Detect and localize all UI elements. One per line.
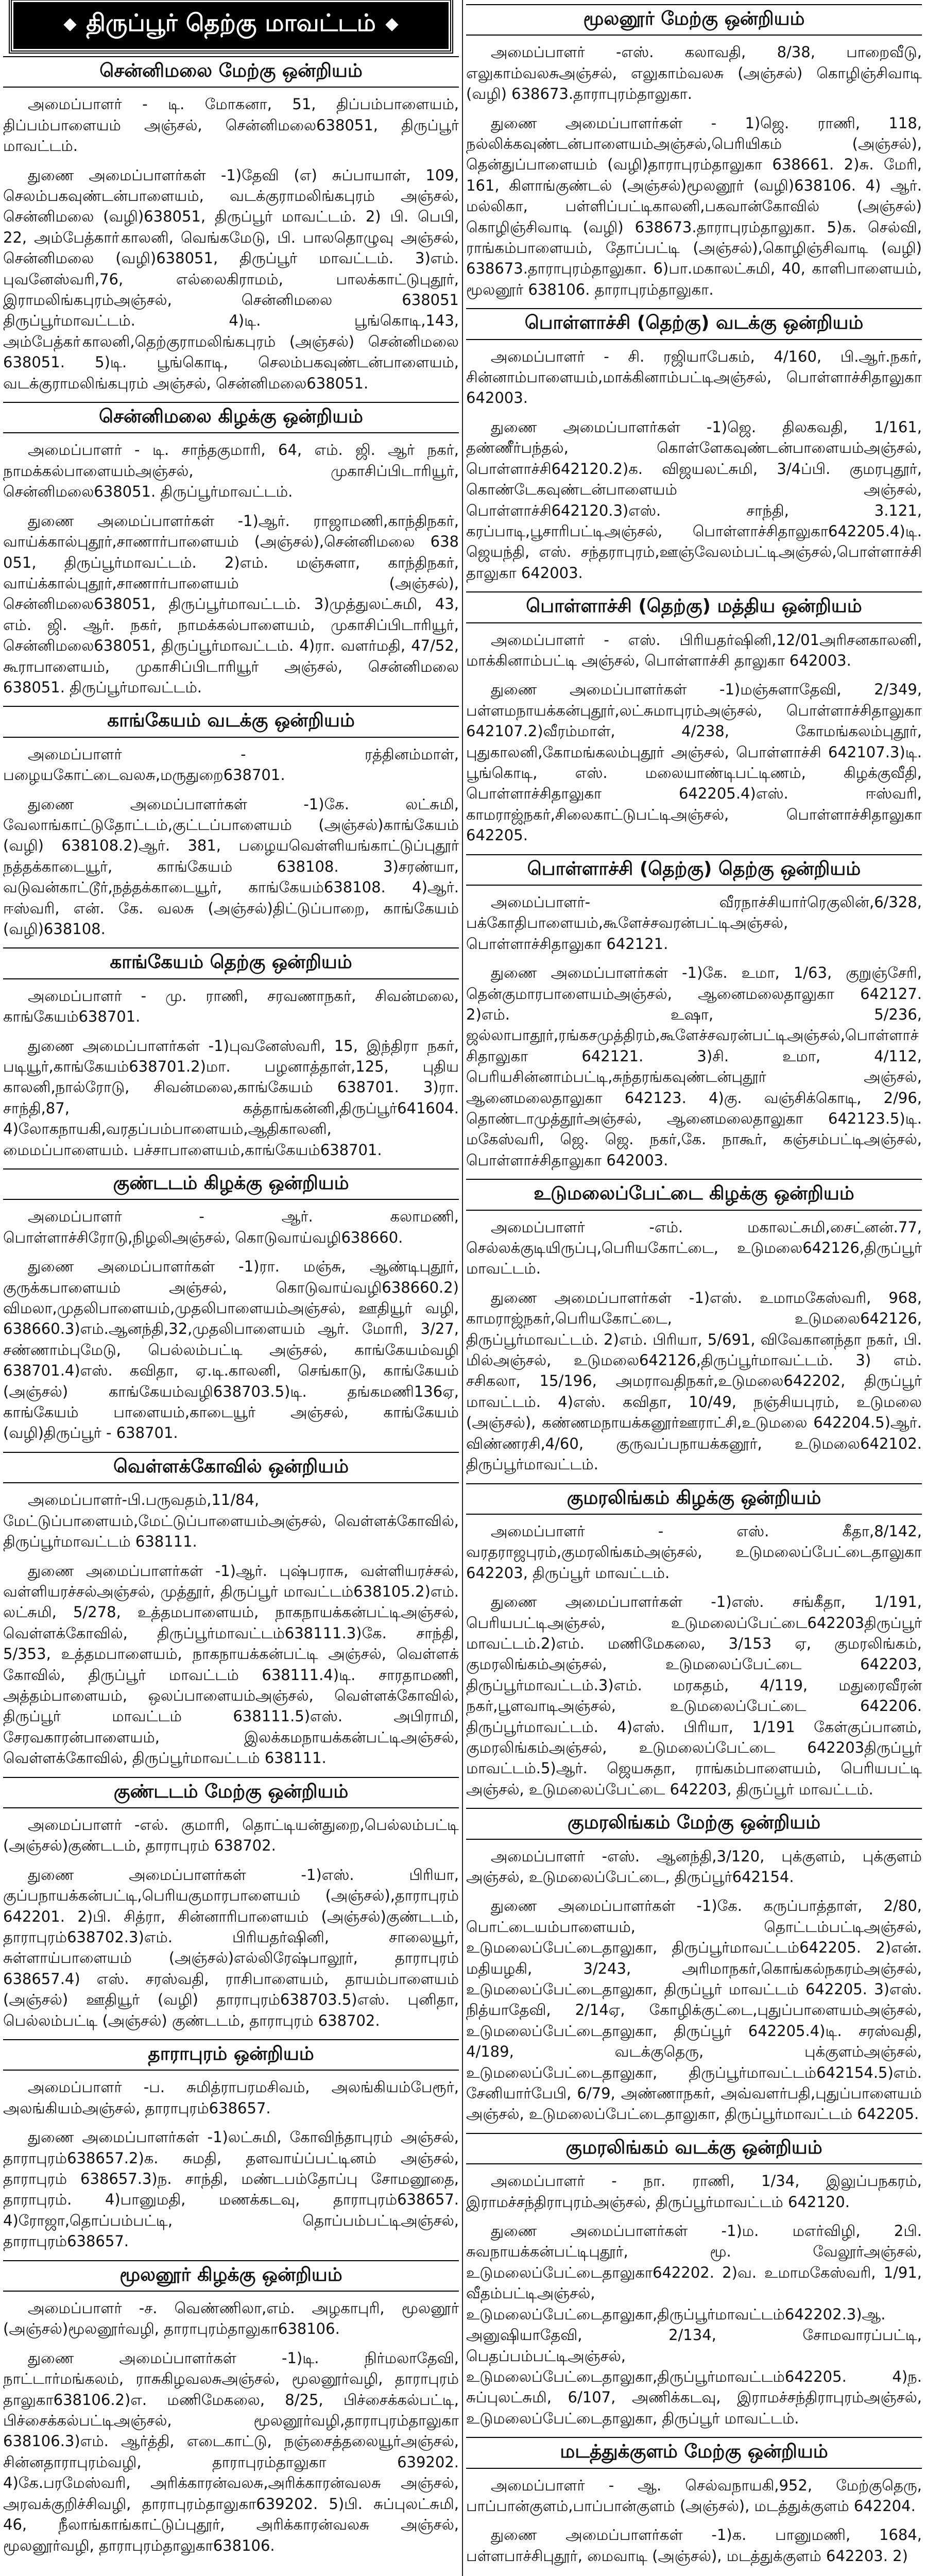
union-section bbox=[466, 2133, 922, 2429]
deputy-organizers-paragraph: துணை அமைப்பாளர்கள் -1)எஸ். சங்கீதா, 1/191, பெரியபட்டிஅஞ்சல், உடுமலைப்பேட்டை642203திருப்பூர் மாவட்டம்.2)எம். மணிமேகலை, 3/153 ஏ, குமரலிங்கம், குமரலிங்கம்அஞ்சல், உடுமலைப்பேட்டை 642203, திருப்பூர்மாவட்டம்.3)எம். மரகதம், 4/119, மதுரைவீரன் நகர்,பூளவாடிஅஞ்சல், உடுமலைப்பேட்டை 642206. திருப்பூர்மாவட்டம். 4)எஸ். பிரியா, 1/191 கேள்குப்பானம், குமரலிங்கம்அஞ்சல், உடுமலைப்பேட்டை 642203திருப்பூர் மாவட்டம்.5)ஆர். ஜெயசுதா, ராங்கம்பாளையம், பெரியபட்டி அஞ்சல், உடுமலைப்பேட்டை 642203, திருப்பூர் மாவட்டம். bbox=[466, 1593, 922, 1798]
organizer-paragraph: அமைப்பாளர் -ச. வெண்ணிலா,எம். அழகாபுரி, மூலனூர் (அஞ்சல்)மூலனூர்வழி, தாராபுரம்தாலுகா638106. bbox=[3, 2299, 459, 2338]
union-section bbox=[466, 308, 922, 583]
organizer-paragraph: அமைப்பாளர் - டி. சாந்தகுமாரி, 64, எம். ஜி. ஆர் நகர், நாமக்கல்பாளையம்அஞ்சல், முகாசிப்பிடாரியூர், சென்னிமலை638051. திருப்பூர்மாவட்டம். bbox=[3, 441, 459, 501]
section-heading: குமரலிங்கம் வடக்கு ஒன்றியம் bbox=[466, 2133, 922, 2164]
union-section bbox=[466, 591, 922, 845]
union-section bbox=[3, 947, 459, 1160]
union-section bbox=[466, 1483, 922, 1800]
section-heading: மடத்துக்குளம் மேற்கு ஒன்றியம் bbox=[466, 2437, 922, 2468]
ornament-icon bbox=[385, 18, 398, 31]
union-section bbox=[3, 1168, 459, 1444]
section-heading: தாராபுரம் ஒன்றியம் bbox=[3, 2039, 459, 2071]
organizer-paragraph: அமைப்பாளர் - மு. ராணி, சரவணாநகர், சிவன்மலை, காங்கேயம்638701. bbox=[3, 987, 459, 1026]
section-heading: குண்டடம் மேற்கு ஒன்றியம் bbox=[3, 1777, 459, 1808]
organizer-paragraph: அமைப்பாளர் - டி. மோகனா, 51, திப்பம்பாளையம், திப்பம்பாளையம் அஞ்சல், சென்னிமலை638051, திருப்பூர் மாவட்டம். bbox=[3, 95, 459, 155]
deputy-organizers-paragraph: துணை அமைப்பாளர்கள் -1)ரா. மஞ்சு, ஆண்டிபுதூர், குருக்கபாளையம் அஞ்சல், கொடுவாய்வழி638660.2) விமலா,முதலிபாளையம்,முதலிபாளையம்அஞ்சல், ஊதியூர் வழி, 638660.3)எம்.ஆனந்தி,32,முதலிபாளையம் ஆர். மோரி, 3/27, சண்ணாம்புமேடு, பெல்லம்பட்டி அஞ்சல், காங்கேயம்வழி 638701.4)எஸ். கவிதா, ஏ.டி.காலனி, செங்காடு, காங்கேயம் (அஞ்சல்) காங்கேயம்வழி638703.5)டி. தங்கமணி136ஏ, காங்கேயம் பாளையம்,காடையூர் அஞ்சல், காங்கேயம் (வழி)திருப்பூர் - 638701. bbox=[3, 1258, 459, 1442]
deputy-organizers-paragraph: துணை அமைப்பாளர்கள் -1)ஆர். புஷ்பராசு, வள்ளியரச்சல், வள்ளியரச்சல்அஞ்சல், முத்தூர், திருப்பூர் மாவட்டம்638105.2)எம். லட்சுமி, 5/278, உத்தமபாளையம், நாகநாயக்கன்பட்டிஅஞ்சல், வெள்ளக்கோவில், திருப்பூர்மாவட்டம்638111.3)கே. சாந்தி, 5/353, உத்தமபாளையம், நாகநாயக்கன்பட்டி அஞ்சல், வெள்ளக் கோவில், திருப்பூர் மாவட்டம் 638111.4)டி. சாரதாமணி, அத்தம்பாளையம், ஒலப்பாளையம்அஞ்சல், வெள்ளக்கோவில், திருப்பூர் மாவட்டம் 638111.5)எஸ். அபிராமி, சேரவகாரன்பாளையம், இலக்கமநாயக்கன்பட்டிஅஞ்சல், வெள்ளக்கோவில், திருப்பூர்மாவட்டம் 638111. bbox=[3, 1562, 459, 1767]
organizer-paragraph: அமைப்பாளர்- வீரநாச்சியார்ரெகுலின்,6/328, பக்கோதிபாளையம்,கூளேச்சவரன்பட்டிஅஞ்சல், பொள்ளாச்சிதாலுகா 642121. bbox=[466, 893, 922, 953]
section-heading: சென்னிமலை கிழக்கு ஒன்றியம் bbox=[3, 402, 459, 433]
section-heading: காங்கேயம் வடக்கு ஒன்றியம் bbox=[3, 706, 459, 737]
deputy-organizers-paragraph: துணை அமைப்பாளர்கள் -1)கே. லட்சுமி, வேலாங்காட்டுதோட்டம்,குட்டப்பாளையம் (அஞ்சல்)காங்கேயம் (வழி) 638108.2)ஆர். 381, பழையவெள்ளியங்காட்டுப்புதூர் நத்தக்காடையூர், காங்கேயம் 638108. 3)சரண்யா, வடுவன்காட்டூர்,நத்தக்காடையூர், காங்கேயம்638108. 4)ஆர். ஈஸ்வரி, என். கே. வலசு (அஞ்சல்)திட்டுப்பாறை, காங்கேயம் (வழி)638108. bbox=[3, 795, 459, 938]
deputy-organizers-paragraph: துணை அமைப்பாளர்கள் -1)மஞ்சுளாதேவி, 2/349, பள்ளமநாயக்கன்புதூர்,லட்சுமாபுரம்அஞ்சல், பொள்ளாச்சிதாலுகா 642107.2)வீரம்மாள், 4/238, கோமங்கலம்புதூர், புதுகாலனி,கோமங்கலம்புதூர் அஞ்சல், பொள்ளாச்சி 642107.3)டி. பூங்கொடி, எஸ். மலையாண்டிபட்டிணம், கிழக்குவீதி, பொள்ளாச்சிதாலுகா 642205.4)எஸ். ஈஸ்வரி, காமராஜ்நகர்,சிலைகாட்டுபட்டிஅஞ்சல், பொள்ளாச்சிதாலுகா 642205. bbox=[466, 681, 922, 844]
section-heading: காங்கேயம் தெற்கு ஒன்றியம் bbox=[3, 947, 459, 979]
right-column bbox=[466, 0, 922, 2574]
deputy-organizers-paragraph: துணை அமைப்பாளர்கள் -1)தேவி (எ) சுப்பாயாள், 109, செலம்பகவுண்டன்பாளையம், வடக்குராமலிங்கபுரம் அஞ்சல், சென்னிமலை (வழி)638051, திருப்பூர் மாவட்டம். 2) பி. பெபி, 22, அம்பேத்காா்காலனி, வெங்கமேடு, பி. பாலதொழுவு அஞ்சல், சென்னிமலை (வழி)638051, திருப்பூர் மாவட்டம். 3)எம். புவனேஸ்வரி,76, எல்லைகிராமம், பாலக்காட்டுபுதூர், இராமலிங்கபுரம்அஞ்சல், சென்னிமலை 638051 திருப்பூர்மாவட்டம். 4)டி. பூங்கொடி,143, அம்பேத்கா்காலனி,தெற்குராமலிங்கபுரம் (அஞ்சல்) சென்னிமலை 638051. 5)டி. பூங்கொடி, செலம்பகவுண்டன்பாளையம், வடக்குராமலிங்கபுரம் அஞ்சல், சென்னிமலை638051. bbox=[3, 166, 459, 392]
column-divider bbox=[462, 0, 463, 2576]
union-section bbox=[3, 1452, 459, 1769]
union-section bbox=[466, 1808, 922, 2125]
organizer-paragraph: அமைப்பாளர் -எம். மகாலட்சுமி,சைட்னன்.77, செல்லக்குடியிருப்பு,பெரியகோட்டை, உடுமலை642126,திருப்பூர் மாவட்டம். bbox=[466, 1218, 922, 1278]
section-heading: குமரலிங்கம் கிழக்கு ஒன்றியம் bbox=[466, 1483, 922, 1515]
right-sections bbox=[466, 4, 922, 2566]
district-title: திருப்பூர் தெற்கு மாவட்டம் bbox=[86, 9, 376, 37]
section-heading: சென்னிமலை மேற்கு ஒன்றியம் bbox=[3, 56, 459, 88]
left-column bbox=[3, 0, 459, 2564]
organizer-paragraph: அமைப்பாளர் - ரத்தினம்மாள், பழையகோட்டைவலசு,மருதுறை638701. bbox=[3, 745, 459, 784]
deputy-organizers-paragraph: துணை அமைப்பாளர்கள் -1)எஸ். பிரியா, குப்பநாயக்கன்பட்டி,பெரியகுமாரபாளையம் (அஞ்சல்),தாராபுரம் 642201. 2)பி. சித்ரா, சின்னாரிபாளையம் (அஞ்சல்)குண்டடம், தாராபுரம்638702.3)எம். பிரியதர்ஷினி, சாலையூர், சுள்ளாய்பாளையம் (அஞ்சல்)எல்லிரேஷ்பாலூர், தாராபுரம் 638657.4) எஸ். சரஸ்வதி, ராசிபாளையம், தாயம்பாளையம் (அஞ்சல்) ஊதியூர் (வழி) தாராபுரம்638703.5)எஸ். புனிதா, பெல்லம்பட்டி (அஞ்சல்) குண்டடம், தாராபுரம் 638702. bbox=[3, 1866, 459, 2029]
union-section bbox=[466, 1179, 922, 1475]
deputy-organizers-paragraph: துணை அமைப்பாளர்கள் -1)புவனேஸ்வரி, 15, இந்திரா நகர், படியூர்,காங்கேயம்638701.2)மா. பழனாத்தாள்,125, புதிய காலனி,நால்ரோடு, சிவன்மலை,காங்கேயம் 638701. 3)ரா. சாந்தி,87, கத்தாங்கன்னி,திருப்பூர்641604. 4)லோகநாயகி,வரதப்பம்பாளையம்,ஆதிகாலனி, மைமப்பாளையம். பச்சாபாளையம்,காங்கேயம்638701. bbox=[3, 1037, 459, 1159]
deputy-organizers-paragraph: துணை அமைப்பாளர்கள் -1)ஜெ. திலகவதி, 1/161, தண்ணீர்பந்தல், கொள்ளேகவுண்டன்பாளையம்அஞ்சல், பொள்ளாச்சி642120.2)க. விஜயலட்சுமி, 3/4ப்பி. குமரபுதூர், கொண்டேகவுண்டன்பாளையம் அஞ்சல், பொள்ளாச்சி642120.3)எஸ். சாந்தி, 3.121, கரப்பாடி,பூசாரிபட்டிஅஞ்சல், பொள்ளாச்சிதாலுகா642205.4)டி. ஜெயந்தி, எஸ். சந்தராபுரம்,ஊஞ்வேலம்பட்டிஅஞ்சல்,பொள்ளாச்சி தாலுகா 642003. bbox=[466, 418, 922, 582]
organizer-paragraph: அமைப்பாளர்-பி.பருவதம்,11/84, மேட்டுப்பாளையம்,மேட்டுப்பாளையம்அஞ்சல், வெள்ளக்கோவில், திருப்பூர்மாவட்டம் 638111. bbox=[3, 1491, 459, 1551]
organizer-paragraph: அமைப்பாளர் - நா. ராணி, 1/34, இலுப்பநகரம், இராமச்சந்திராபுரம்அஞ்சல், திருப்பூர்மாவட்டம் 642120. bbox=[466, 2172, 922, 2211]
organizer-paragraph: அமைப்பாளர் - எஸ். கீதா,8/142, வரதராஜபுரம்,குமரலிங்கம்அஞ்சல், உடுமலைப்பேட்டைதாலுகா 642203, திருப்பூர் மாவட்டம். bbox=[466, 1522, 922, 1582]
union-section bbox=[3, 2039, 459, 2252]
union-section bbox=[3, 56, 459, 394]
deputy-organizers-paragraph: துணை அமைப்பாளர்கள் -1)டி. நிர்மலாதேவி, நாட்டார்மங்கலம், ராசுகிழவலசுஅஞ்சல், மூலனூர்வழி, தாராபுரம் தாலுகா638106.2)எ. மணிமேகலை, 8/25, பிச்சைக்கல்பட்டி, பிச்சைக்கல்பட்டிஅஞ்சல், மூலனூர்வழி,தாராபுரம்தாலுகா 638106.3)எம். ஆர்த்தி, எடைகாட்டு, நஞ்சைத்தலையூர்அஞ்சல், சின்னதாராபுரம்வழி, தாராபுரம்தாலுகா 639202. 4)கே.பரமேஸ்வரி, அரிக்காரன்வலசு,அரிக்காரன்வலசு அஞ்சல், அரவக்குறிச்சிவழி, தாராபுரம்தாலுகா639202. 5)பி. சுப்புலட்சுமி, 46, நீலாங்காங்காட்டுப்புதூர், அரிக்காரன்வலசு அஞ்சல், மூலனூர்வழி, தாராபுரம்தாலுகா638106. bbox=[3, 2349, 459, 2554]
union-section bbox=[466, 2437, 922, 2566]
section-heading: வெள்ளக்கோவில் ஒன்றியம் bbox=[3, 1452, 459, 1483]
deputy-organizers-paragraph: துணை அமைப்பாளர்கள் - 1)ஜெ. ராணி, 118, நல்லிக்கவுண்டன்பாளையம்அஞ்சல்,பெரியிகம் (அஞ்சல்), தென்துப்பாளையம் (வழி)தாராபுரம்தாலுகா 638661. 2)சு. மேரி, 161, கிளாங்குண்டல் (அஞ்சல்)மூலனூர் (வழி)638106. 4) ஆர். மல்லிகா, பள்ளிப்பட்டிகாலனி,பகவான்கோவில் (அஞ்சல்) கொழிஞ்சிவாடி (வழி) 638673.தாராபுரம்தாலுகா. 5)க. செல்வி, ராங்கம்பாளையம், தோப்பட்டி (அஞ்சல்),கொழிஞ்சிவாடி (வழி) 638673.தாராபுரம்தாலுகா. 6)பா.மகாலட்சுமி, 40, காளிபாளையம், மூலனூர் 638106. தாராபுரம்தாலுகா. bbox=[466, 114, 922, 298]
organizer-paragraph: அமைப்பாளர் - சி. ரஜியாபேகம், 4/160, பி.ஆர்.நகர், சின்னாம்பாளையம்,மாக்கினாம்பட்டிஅஞ்சல், பொள்ளாச்சிதாலுகா 642003. bbox=[466, 347, 922, 407]
deputy-organizers-paragraph: துணை அமைப்பாளர்கள் -1)கே. உமா, 1/63, குறுஞ்சேரி, தென்குமாரபாளையம்அஞ்சல், ஆனைமலைதாலுகா 642127. 2)எம். உஷா, 5/236, ஜல்லாபாதூர்,ரங்கசமுத்திரம்,கூளேச்சவரன்பட்டிஅஞ்சல்,பொள்ளாச்சிதாலுகா 642121. 3)சி. உமா, 4/112, பெரியசின்னாம்பட்டி,சுந்தரங்கவுண்டன்புதூர் அஞ்சல், ஆனைமலைதாலுகா 642123. 4)கு. வஞ்சிக்கொடி, 2/96, தொண்டாமுத்தூர்அஞ்சல், ஆனைமலைதாலுகா 642123.5)டி. மகேஸ்வரி, ஜெ. ஜெ. நகர்,கே. நாகூர், கஞ்சம்பட்டிஅஞ்சல், பொள்ளாச்சிதாலுகா 642003. bbox=[466, 964, 922, 1169]
organizer-paragraph: அமைப்பாளர் -எஸ். ஆனந்தி,3/120, புக்குளம், புக்குளம் அஞ்சல், உடுமலைப்பேட்டை, திருப்பூர்642154. bbox=[466, 1847, 922, 1886]
section-heading: மூலனூர் மேற்கு ஒன்றியம் bbox=[466, 4, 922, 36]
union-section bbox=[3, 1777, 459, 2031]
district-title-box bbox=[13, 2, 449, 49]
section-heading: குமரலிங்கம் மேற்கு ஒன்றியம் bbox=[466, 1808, 922, 1839]
organizer-paragraph: அமைப்பாளர் - ஆர். கலாமணி, பொள்ளாச்சிரோடு,நிழலிஅஞ்சல், கொடுவாய்வழி638660. bbox=[3, 1208, 459, 1246]
union-section bbox=[466, 4, 922, 300]
deputy-organizers-paragraph: துணை அமைப்பாளர்கள் -1)ஆர். ராஜாமணி,காந்திநகர், வாய்க்கால்புதூர்,சாணார்பாளையம் (அஞ்சல்),சென்னிமலை 638 051, திருப்பூர்மாவட்டம். 2)எம். மஞ்சுளா, காந்திநகர், வாய்க்கால்புதூர்,சாணார்பாளையம் (அஞ்சல்), சென்னிமலை638051, திருப்பூர்மாவட்டம். 3)முத்துலட்சுமி, 43, எம். ஜி. ஆர். நகர், நாமக்கல்பாளையம், முகாசிப்பிடாரியூர், சென்னிமலை638051, திருப்பூர்மாவட்டம். 4)ரா. வளர்மதி, 47/52, கூராபாளையம், முகாசிப்பிடாரியூர் அஞ்சல், சென்னிமலை 638051. திருப்பூர்மாவட்டம். bbox=[3, 512, 459, 696]
deputy-organizers-paragraph: துணை அமைப்பாளர்கள் -1)ம. மஎர்விழி, 2பி. சுவநாயக்கன்பட்டிபுதூர், மூ. வேலூர்அஞ்சல், உடுமலைப்பேட்டைதாலுகா642202. 2)வ. உமாமகேஸ்வரி, 1/91, வீதம்பட்டிஅஞ்சல், உடுமலைப்பேட்டைதாலுகா,திருப்பூர்மாவட்டம்642202.3)ஆ. அனுஷியாதேவி, 2/134, சோமவாரப்பட்டி, பெதப்பம்பட்டிஅஞ்சல், உடுமலைப்பேட்டைதாலுகா,திருப்பூர்மாவட்டம்642205. 4)ந. சுப்புலட்சுமி, 6/107, அணிக்கடவு, இராமச்சந்திராபுரம்அஞ்சல், உடுமலைப்பேட்டைதாலுகா, திருப்பூர் மாவட்டம். bbox=[466, 2222, 922, 2427]
organizer-paragraph: அமைப்பாளர் -எல். குமாரி, தொட்டியன்துறை,பெல்லம்பட்டி (அஞ்சல்)குண்டடம், தாராபுரம் 638702. bbox=[3, 1816, 459, 1855]
organizer-paragraph: அமைப்பாளர் -எஸ். கலாவதி, 8/38, பாறைவீடு, எலுகாம்வலசுஅஞ்சல், எலுகாம்வலசு (அஞ்சல்) கொழிஞ்சிவாடி (வழி) 638673.தாராபுரம்தாலுகா. bbox=[466, 43, 922, 103]
section-heading: பொள்ளாச்சி (தெற்கு) வடக்கு ஒன்றியம் bbox=[466, 308, 922, 340]
organizer-paragraph: அமைப்பாளர் -ப. சுமித்ராபரமசிவம், அலங்கியம்பேரூர், அலங்கியம்அஞ்சல், தாராபுரம்638657. bbox=[3, 2078, 459, 2117]
section-heading: மூலனூர் கிழக்கு ஒன்றியம் bbox=[3, 2260, 459, 2292]
union-section bbox=[3, 2260, 459, 2556]
deputy-organizers-paragraph: துணை அமைப்பாளர்கள் -1)கே. கருப்பாத்தாள், 2/80, பொட்டையம்பாளையம், தொட்டம்பட்டிஅஞ்சல், உடுமலைப்பேட்டைதாலுகா, திருப்பூர்மாவட்டம்642205. 2)என். மதியழகி, 3/243, அரிமாநகர்,கொங்கல்நகரம்அஞ்சல், உடுமலைப்பேட்டைதாலுகா, திருப்பூர் மாவட்டம் 642205. 3)எஸ். நித்யாதேவி, 2/14ஏ, கோழிக்குட்டை,புதுப்பாளையம்அஞ்சல், உடுமலைப்பேட்டைதாலுகா, திருப்பூர் 642205.4)டி. சரஸ்வதி, 4/189, வடக்குதெரு, புக்குளம்அஞ்சல், உடுமலைப்பேட்டைதாலுகா, திருப்பூர்மாவட்டம்642154.5)எம். சேனியார்பேபி, 6/79, அண்ணாநகர், அவ்வளர்பதி,புதுப்பாளையம் அஞ்சல், உடுமலைப்பேட்டைதாலுகா, திருப்பூர்மாவட்டம் 642205. bbox=[466, 1897, 922, 2123]
section-heading: பொள்ளாச்சி (தெற்கு) தெற்கு ஒன்றியம் bbox=[466, 854, 922, 886]
ornament-icon bbox=[64, 18, 77, 31]
union-section bbox=[466, 854, 922, 1171]
deputy-organizers-paragraph: துணை அமைப்பாளர்கள் -1)லட்சுமி, கோவிந்தாபுரம் அஞ்சல், தாராபுரம்638657.2)க. சுமதி, தளவாய்ப்பட்டினம் அஞ்சல், தாராபுரம் 638657.3)ந. சாந்தி, மண்டபம்தோப்பு சோமனூதை, தாராபுரம். 4)பானுமதி, மணக்கடவு, தாராபுரம்638657. 4)ரோஜா,தொப்பம்பட்டி, தொப்பம்பட்டிஅஞ்சல், தாராபுரம்638657. bbox=[3, 2128, 459, 2250]
left-sections bbox=[3, 56, 459, 2556]
section-heading: பொள்ளாச்சி (தெற்கு) மத்திய ஒன்றியம் bbox=[466, 591, 922, 623]
organizer-paragraph: அமைப்பாளர் - ஆ. செல்வநாயகி,952, மேற்குதெரு, பாப்பான்குளம்,பாப்பான்குளம் (அஞ்சல்), மடத்துக்குளம் 642204. bbox=[466, 2476, 922, 2515]
section-heading: குண்டடம் கிழக்கு ஒன்றியம் bbox=[3, 1168, 459, 1200]
union-section bbox=[3, 706, 459, 939]
deputy-organizers-paragraph: துணை அமைப்பாளர்கள் -1)எஸ். உமாமகேஸ்வரி, 968, காமராஜ்நகர்,பெரியகோட்டை, உடுமலை642126, திருப்பூர்மாவட்டம். 2)எம். பிரியா, 5/691, விவேகானந்தா நகர், பி. மில்அஞ்சல், உடுமலை642126,திருப்பூர்மாவட்டம். 3) எம். சசிகலா, 15/196, அமராவதிநகர்,உடுமலை642202, திருப்பூர் மாவட்டம். 4)எஸ். கவிதா, 10/49, நஞ்சியபுரம், உடுமலை (அஞ்சல்), கண்ணமநாயக்கனூர்ஊராட்சி,உடுமலை 642204.5)ஆர். விண்ணரசி,4/60, குருவப்பநாயக்கனூர், உடுமலை642102. திருப்பூர்மாவட்டம். bbox=[466, 1289, 922, 1473]
organizer-paragraph: அமைப்பாளர் - எஸ். பிரியதர்ஷினி,12/01அரிசனகாலனி, மாக்கினாம்பட்டி அஞ்சல், பொள்ளாச்சி தாலுகா 642003. bbox=[466, 631, 922, 669]
deputy-organizers-paragraph: துணை அமைப்பாளர்கள் -1)க. பானுமணி, 1684, பள்ளபாச்சிபுதூர், மைவாடி (அஞ்சல்), மடத்துக்குளம் 642203. 2) bbox=[466, 2526, 922, 2565]
union-section bbox=[3, 402, 459, 698]
section-heading: உடுமலைப்பேட்டை கிழக்கு ஒன்றியம் bbox=[466, 1179, 922, 1210]
